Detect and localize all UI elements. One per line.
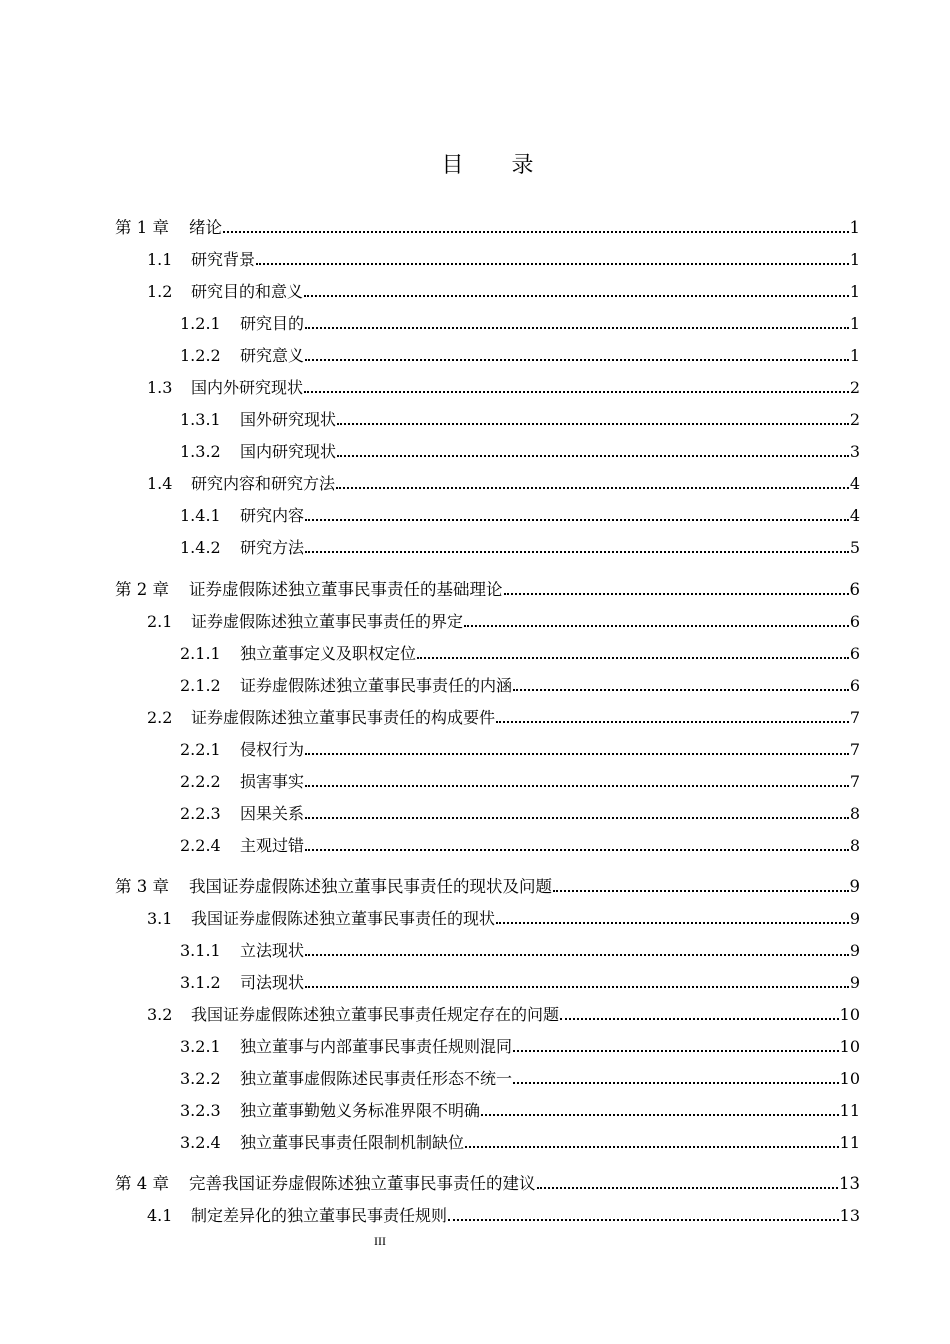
toc-entry-title: 国内外研究现状 (191, 378, 304, 397)
toc-dot-leader (305, 315, 849, 329)
toc-dot-leader (537, 1175, 839, 1189)
toc-entry[interactable] (147, 1206, 860, 1226)
toc-entry-title: 研究内容 (240, 506, 305, 525)
toc-entry-page: 9 (849, 973, 860, 992)
toc-dot-leader (304, 379, 849, 393)
toc-entry[interactable] (180, 804, 860, 824)
toc-dot-leader (417, 645, 849, 659)
toc-entry-page: 10 (839, 1069, 860, 1088)
toc-entry-number: 3.2.2 (180, 1069, 221, 1088)
toc-dot-leader (305, 773, 849, 787)
toc-entry-page: 6 (849, 612, 860, 631)
toc-entry[interactable] (180, 538, 860, 558)
toc-entry-title: 证券虚假陈述独立董事民事责任的内涵 (240, 676, 513, 695)
toc-entry-page: 1 (849, 314, 860, 333)
toc-entry-page: 1 (849, 346, 860, 365)
toc-entry-number: 2.2.3 (180, 804, 221, 823)
toc-entry-page: 1 (849, 282, 860, 301)
toc-entry-title: 我国证券虚假陈述独立董事民事责任的现状及问题 (189, 877, 552, 896)
toc-entry[interactable] (180, 410, 860, 430)
toc-entry[interactable] (180, 1101, 860, 1121)
toc-dot-leader (305, 507, 849, 521)
toc-dot-leader (481, 1102, 839, 1116)
toc-entry[interactable] (115, 877, 860, 897)
toc-entry-title: 损害事实 (240, 772, 305, 791)
toc-entry[interactable] (180, 941, 860, 961)
toc-dot-leader (553, 878, 849, 892)
toc-entry-number: 1.3 (147, 378, 173, 397)
toc-entry-page: 6 (849, 644, 860, 663)
toc-entry[interactable] (180, 676, 860, 696)
toc-entry[interactable] (180, 442, 860, 462)
toc-entry-number: 2.2 (147, 708, 173, 727)
toc-dot-leader (305, 942, 849, 956)
toc-entry-number: 1.2.2 (180, 346, 221, 365)
toc-entry-title: 独立董事与内部董事民事责任规则混同 (240, 1037, 513, 1056)
toc-entry-number: 2.1.1 (180, 644, 221, 663)
toc-entry-number: 3.1.2 (180, 973, 221, 992)
toc-entry-number: 3.2 (147, 1005, 173, 1024)
toc-entry-title: 研究目的和意义 (191, 282, 304, 301)
toc-entry-title: 研究方法 (240, 538, 305, 557)
toc-dot-leader (337, 443, 849, 457)
toc-entry-title: 我国证券虚假陈述独立董事民事责任规定存在的问题 (191, 1005, 560, 1024)
toc-dot-leader (560, 1006, 839, 1020)
toc-dot-leader (223, 219, 849, 233)
toc-entry-page: 13 (839, 1206, 860, 1225)
toc-entry[interactable] (147, 612, 860, 632)
toc-entry-number: 3.2.3 (180, 1101, 221, 1120)
toc-entry-title: 独立董事民事责任限制机制缺位 (240, 1133, 465, 1152)
toc-entry-number: 2.1 (147, 612, 173, 631)
toc-entry[interactable] (115, 218, 860, 238)
toc-dot-leader (304, 283, 849, 297)
toc-entry-title: 国内研究现状 (240, 442, 337, 461)
toc-entry[interactable] (147, 282, 860, 302)
toc-entry-page: 4 (849, 474, 860, 493)
toc-dot-leader (305, 539, 849, 553)
toc-dot-leader (448, 1207, 839, 1221)
toc-dot-leader (465, 1134, 839, 1148)
toc-entry[interactable] (180, 1069, 860, 1089)
toc-entry-page: 8 (849, 836, 860, 855)
toc-entry-title: 制定差异化的独立董事民事责任规则 (191, 1206, 448, 1225)
toc-entry-title: 独立董事虚假陈述民事责任形态不统一 (240, 1069, 513, 1088)
toc-entry-page: 9 (849, 877, 860, 896)
toc-entry-number: 1.4 (147, 474, 173, 493)
toc-entry-number: 第 4 章 (115, 1174, 169, 1193)
toc-entry-title: 证券虚假陈述独立董事民事责任的界定 (191, 612, 464, 631)
toc-entry-title: 证券虚假陈述独立董事民事责任的基础理论 (189, 580, 503, 599)
toc-entry-title: 研究内容和研究方法 (191, 474, 336, 493)
toc-entry-title: 绪论 (189, 218, 222, 237)
toc-entry[interactable] (147, 909, 860, 929)
toc-entry-page: 3 (849, 442, 860, 461)
toc-entry-page: 10 (839, 1005, 860, 1024)
toc-entry[interactable] (180, 346, 860, 366)
toc-dot-leader (504, 581, 849, 595)
toc-entry-page: 11 (839, 1101, 860, 1120)
toc-entry-number: 3.1 (147, 909, 173, 928)
toc-entry[interactable] (180, 506, 860, 526)
toc-entry-number: 2.2.1 (180, 740, 221, 759)
toc-entry-number: 2.1.2 (180, 676, 221, 695)
toc-entry[interactable] (180, 836, 860, 856)
toc-entry-page: 7 (849, 708, 860, 727)
toc-entry[interactable] (180, 740, 860, 760)
toc-entry-number: 3.2.1 (180, 1037, 221, 1056)
toc-entry-page: 4 (849, 506, 860, 525)
toc-entry-number: 1.1 (147, 250, 173, 269)
toc-entry-number: 2.2.4 (180, 836, 221, 855)
toc-dot-leader (513, 677, 849, 691)
toc-entry[interactable] (180, 644, 860, 664)
toc-entry-number: 第 1 章 (115, 218, 169, 237)
toc-entry-title: 司法现状 (240, 973, 305, 992)
toc-entry-page: 13 (839, 1174, 860, 1193)
toc-dot-leader (496, 910, 849, 924)
toc-entry-title: 独立董事定义及职权定位 (240, 644, 417, 663)
toc-entry[interactable] (115, 1174, 860, 1194)
toc-entry-page: 9 (849, 909, 860, 928)
toc-dot-leader (464, 613, 849, 627)
toc-entry-title: 研究意义 (240, 346, 305, 365)
toc-entry-title: 证券虚假陈述独立董事民事责任的构成要件 (191, 708, 496, 727)
toc-entry[interactable] (147, 708, 860, 728)
page-title (0, 148, 950, 179)
toc-dot-leader (496, 709, 849, 723)
toc-entry-page: 7 (849, 740, 860, 759)
toc-entry[interactable] (180, 772, 860, 792)
toc-entry-number: 3.2.4 (180, 1133, 221, 1152)
toc-dot-leader (513, 1070, 839, 1084)
toc-entry-page: 1 (849, 250, 860, 269)
toc-entry-page: 6 (849, 676, 860, 695)
toc-entry-title: 独立董事勤勉义务标准界限不明确 (240, 1101, 481, 1120)
toc-entry-number: 第 3 章 (115, 877, 169, 896)
toc-entry-title: 我国证券虚假陈述独立董事民事责任的现状 (191, 909, 496, 928)
toc-entry-number: 1.3.2 (180, 442, 221, 461)
toc-entry-number: 1.2 (147, 282, 173, 301)
page-footer-number: III (374, 1234, 386, 1248)
toc-entry-number: 2.2.2 (180, 772, 221, 791)
toc-entry[interactable] (180, 1133, 860, 1153)
toc-entry-page: 2 (849, 410, 860, 429)
toc-entry-page: 7 (849, 772, 860, 791)
toc-entry-title: 主观过错 (240, 836, 305, 855)
toc-entry[interactable] (147, 250, 860, 270)
toc-entry-page: 5 (849, 538, 860, 557)
toc-dot-leader (337, 411, 849, 425)
toc-entry-page: 6 (849, 580, 860, 599)
toc-dot-leader (305, 347, 849, 361)
toc-entry-number: 1.3.1 (180, 410, 221, 429)
toc-entry-page: 11 (839, 1133, 860, 1152)
toc-entry-number: 1.4.2 (180, 538, 221, 557)
toc-entry-number: 第 2 章 (115, 580, 169, 599)
toc-entry-page: 8 (849, 804, 860, 823)
title-char-2: 录 (511, 153, 534, 178)
toc-entry-title: 立法现状 (240, 941, 305, 960)
toc-entry-number: 1.2.1 (180, 314, 221, 333)
toc-dot-leader (256, 251, 849, 265)
toc-entry-title: 研究目的 (240, 314, 305, 333)
toc-entry[interactable] (147, 378, 860, 398)
toc-entry[interactable] (115, 580, 860, 600)
toc-entry-number: 4.1 (147, 1206, 173, 1225)
title-char-1: 目 (441, 153, 464, 178)
toc-entry-title: 侵权行为 (240, 740, 305, 759)
toc-dot-leader (513, 1038, 839, 1052)
toc-entry-number: 3.1.1 (180, 941, 221, 960)
toc-entry-title: 研究背景 (191, 250, 256, 269)
toc-entry-page: 1 (849, 218, 860, 237)
toc-dot-leader (336, 475, 849, 489)
toc-entry[interactable] (147, 474, 860, 494)
toc-entry-title: 因果关系 (240, 804, 305, 823)
toc-entry-page: 9 (849, 941, 860, 960)
toc-dot-leader (305, 837, 849, 851)
toc-dot-leader (305, 974, 849, 988)
toc-entry-title: 完善我国证券虚假陈述独立董事民事责任的建议 (189, 1174, 536, 1193)
toc-dot-leader (305, 805, 849, 819)
toc-dot-leader (305, 741, 849, 755)
toc-entry-page: 2 (849, 378, 860, 397)
toc-entry-number: 1.4.1 (180, 506, 221, 525)
toc-entry[interactable] (147, 1005, 860, 1025)
toc-entry[interactable] (180, 973, 860, 993)
toc-entry[interactable] (180, 1037, 860, 1057)
toc-entry-page: 10 (839, 1037, 860, 1056)
toc-entry-title: 国外研究现状 (240, 410, 337, 429)
toc-entry[interactable] (180, 314, 860, 334)
